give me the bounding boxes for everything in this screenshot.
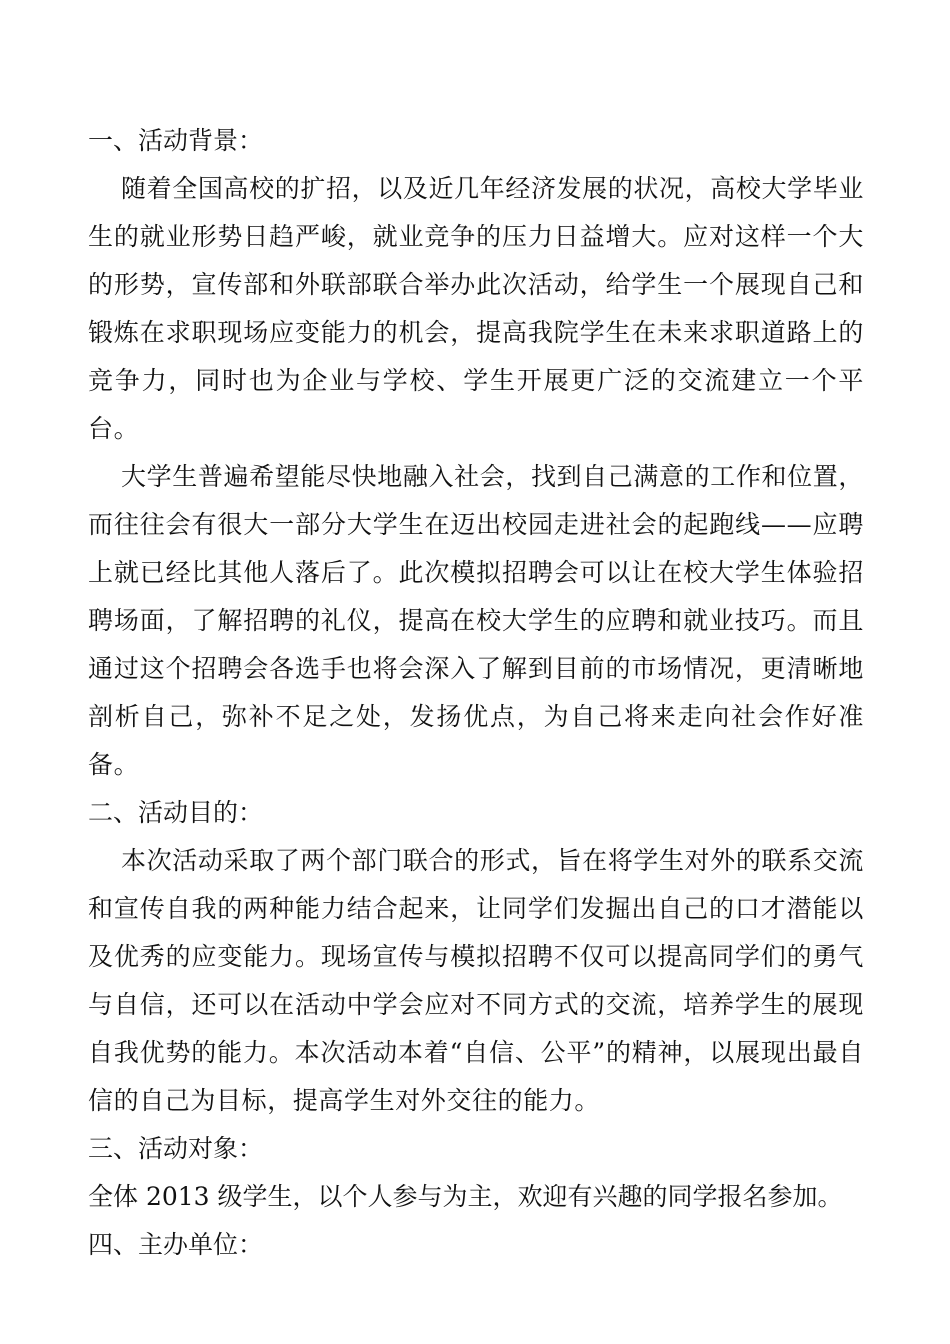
section-heading-organizer: 四、主办单位： [88,1230,264,1259]
purpose-paragraph: 本次活动采取了两个部门联合的形式，旨在将学生对外的联系交流和宣传自我的两种能力结合起来，让同学们发掘出自己的口才潜能以及优秀的应变能力。现场宣传与模拟招聘不仅可以提高同学们的勇气与自信，还可以在活动中学会应对不同方式的交流，培养学生的展现自我优势的能力。本次活动本着“自信、公平”的精神，以展现出最自信的自己为目标，提高学生对外交往的能力。 [88,846,864,1115]
background-paragraph-2: 大学生普遍希望能尽快地融入社会，找到自己满意的工作和位置，而往往会有很大一部分大学生在迈出校园走进社会的起跑线——应聘上就已经比其他人落后了。此次模拟招聘会可以让在校大学生体验招聘场面，了解招聘的礼仪，提高在校大学生的应聘和就业技巧。而且通过这个招聘会各选手也将会深入了解到目前的市场情况，更清晰地剖析自己，弥补不足之处，发扬优点，为自己将来走向社会作好准备。 [88,462,864,779]
section-heading-purpose: 二、活动目的： [88,798,264,827]
document-body [88,117,864,1269]
background-paragraph-1: 随着全国高校的扩招，以及近几年经济发展的状况，高校大学毕业生的就业形势日趋严峻，就业竞争的压力日益增大。应对这样一个大的形势，宣传部和外联部联合举办此次活动，给学生一个展现自己和锻炼在求职现场应变能力的机会，提高我院学生在未来求职道路上的竞争力，同时也为企业与学校、学生开展更广泛的交流建立一个平台。 [88,174,864,443]
section-heading-audience: 三、活动对象： [88,1134,264,1163]
section-heading-background: 一、活动背景： [88,126,264,155]
audience-text: 全体 2013 级学生，以个人参与为主，欢迎有兴趣的同学报名参加。 [88,1182,843,1211]
